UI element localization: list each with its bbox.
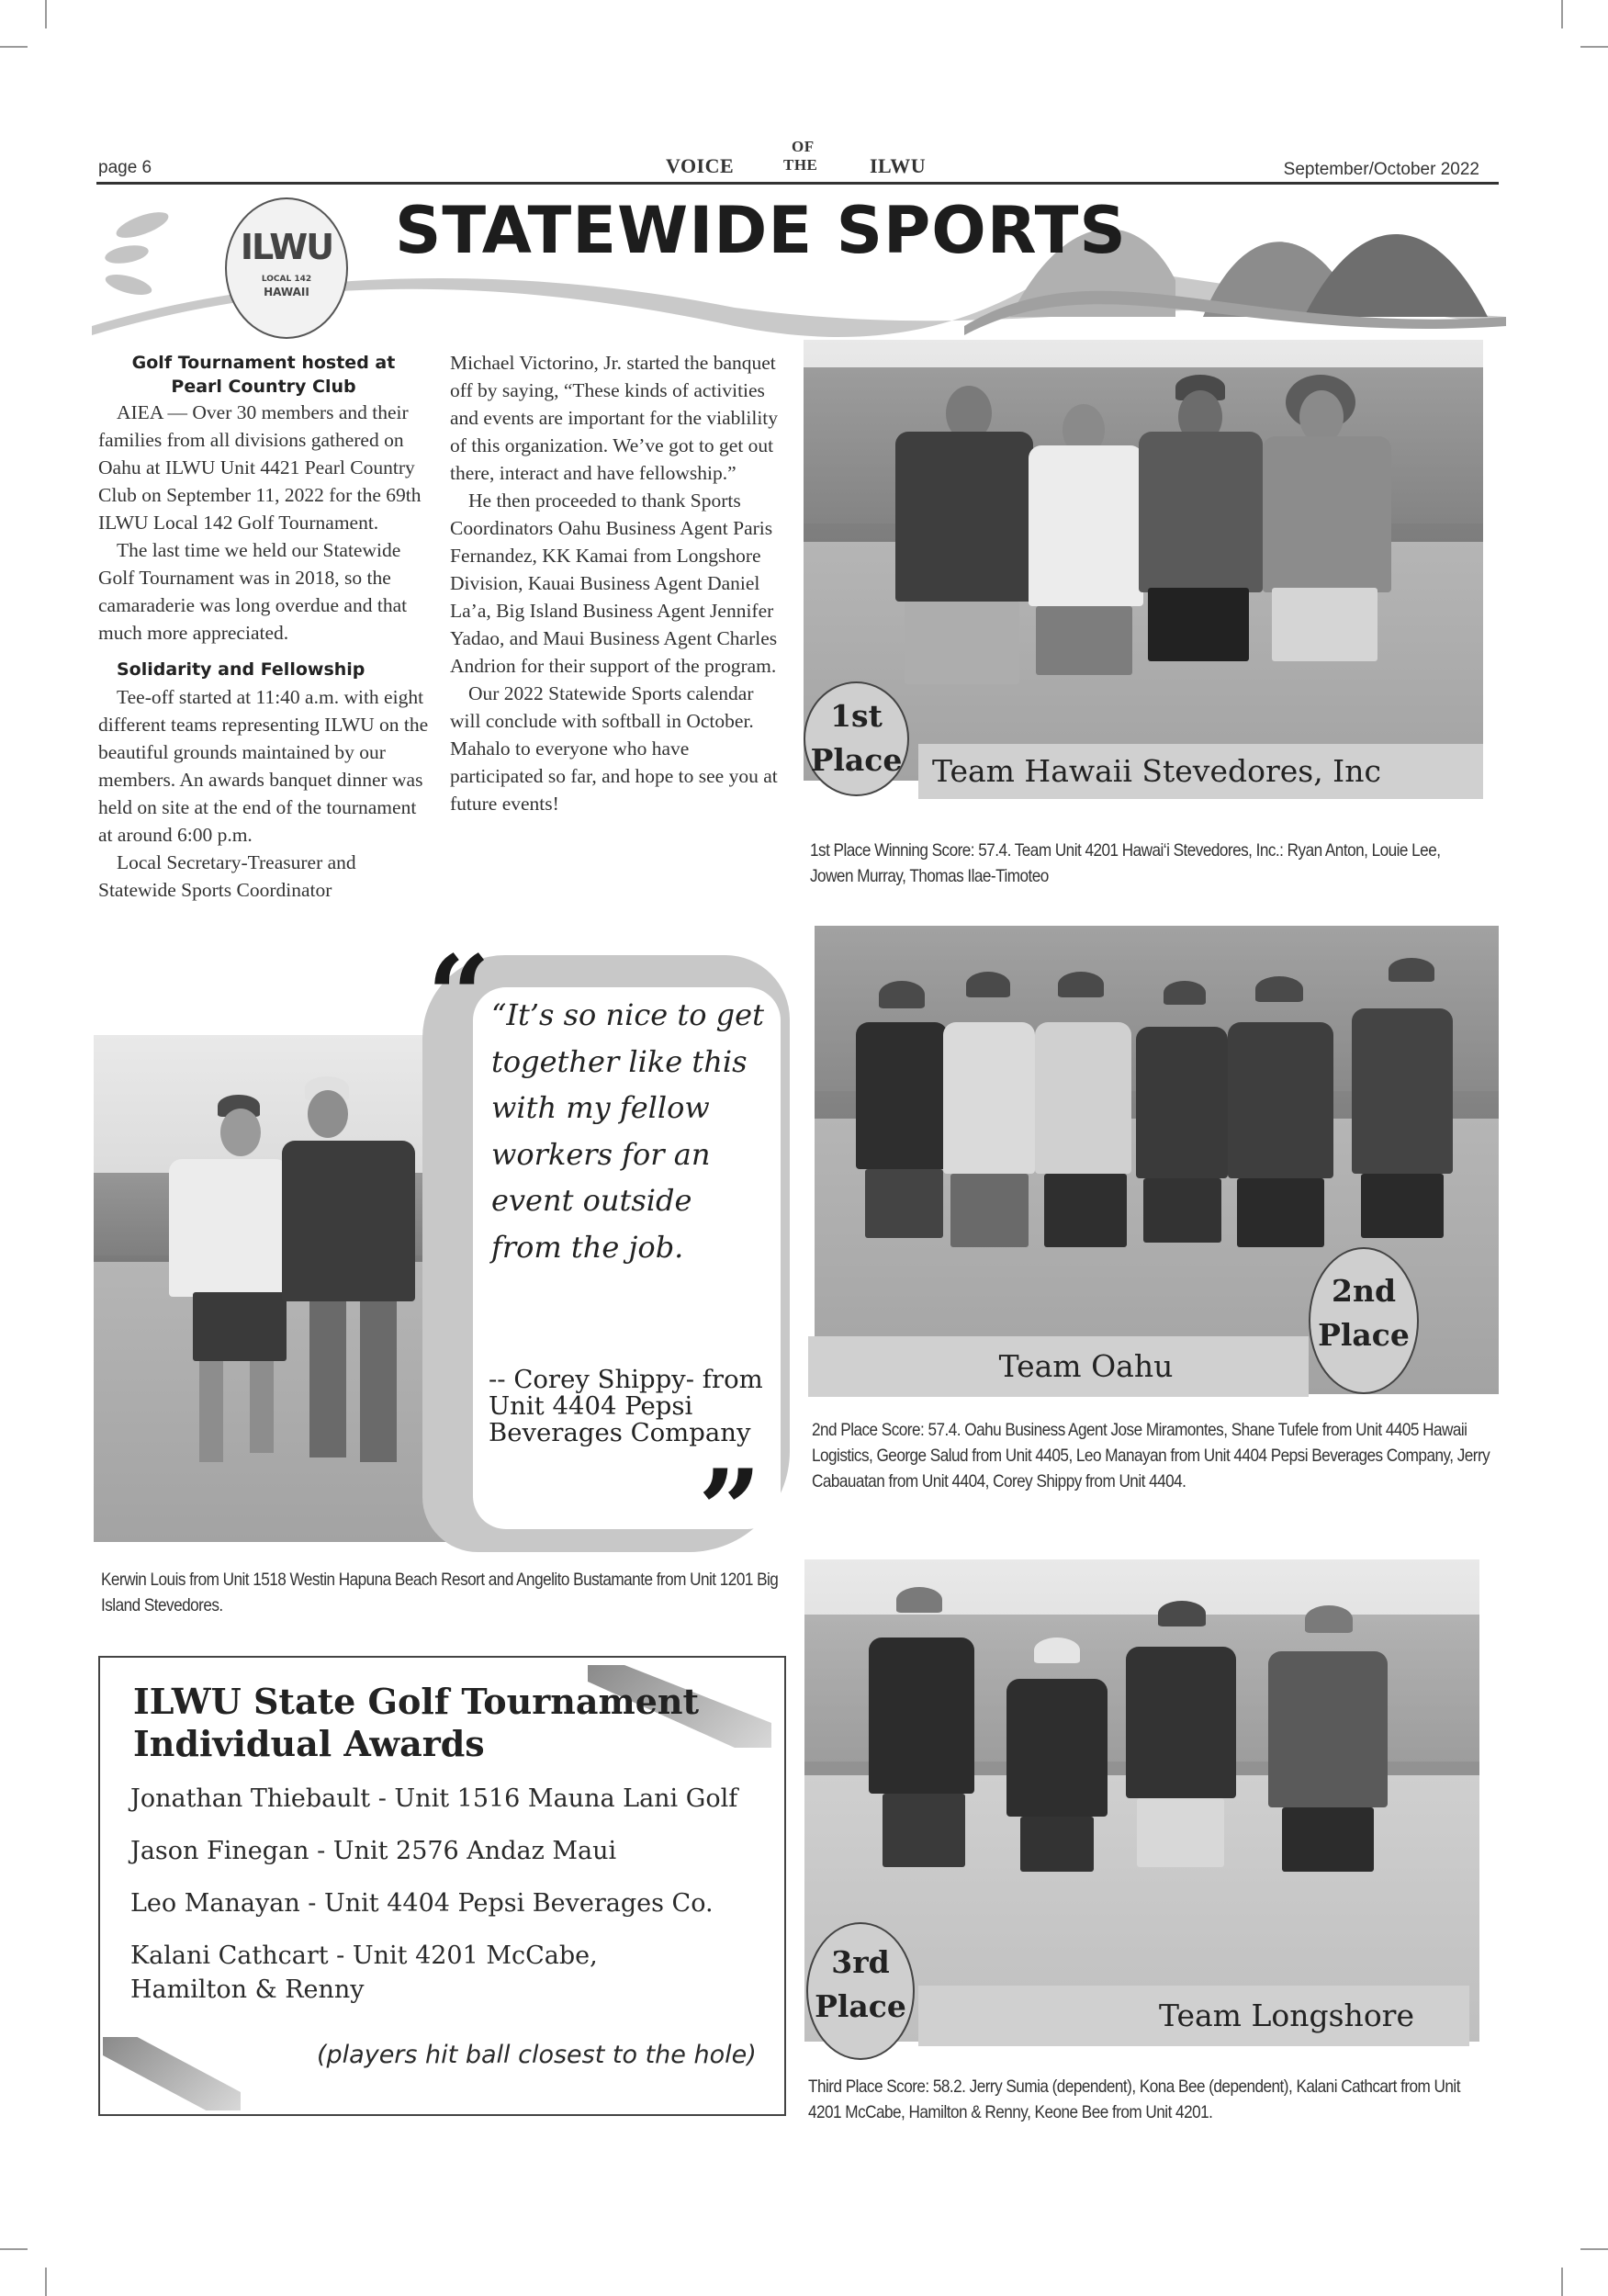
article-paragraph: Local Secretary-Treasurer and Statewide Sports Coordinator [98, 851, 356, 901]
crop-mark [1561, 2268, 1563, 2296]
issue-date: September/October 2022 [1283, 160, 1479, 179]
publication-word: THE [783, 156, 818, 174]
crop-mark [0, 2248, 28, 2250]
photo-caption-second: 2nd Place Score: 57.4. Oahu Business Agent Jose Miramontes, Shane Tufele from Unit 4405 Hawaii Logistics, George Salud from Unit 4405, Leo Manayan from Unit 4404 Pepsi Beverages Company, Jerry Cabauatan from Unit 4404, Corey Shippy from Unit 4404. [812, 1420, 1490, 1491]
badge-rank: 3rd [831, 1944, 890, 1980]
logo-local: LOCAL 142 [261, 275, 312, 284]
badge-label: Place [815, 1988, 906, 2024]
article-paragraph: Michael Victorino, Jr. started the banquet off by saying, “These kinds of activities and events are important for the viablility of this organization. We’ve got to get out there, interact and have fellowship.” [450, 352, 779, 484]
badge-label: Place [810, 742, 903, 778]
photo-caption-third: Third Place Score: 58.2. Jerry Sumia (dependent), Kona Bee (dependent), Kalani Cathcart from Unit 4201 McCabe, Hamilton & Renny, Keone Bee from Unit 4201. [808, 2077, 1460, 2122]
team-ribbon-second: Team Oahu [808, 1336, 1309, 1397]
awards-title [133, 1681, 699, 1765]
photo-caption-left: Kerwin Louis from Unit 1518 Westin Hapuna Beach Resort and Angelito Bustamante from Unit 1201 Big Island Stevedores. [101, 1570, 779, 1615]
headline-line: Golf Tournament hosted at [131, 353, 396, 373]
place-badge-second [1309, 1247, 1419, 1394]
awards-title-line: Individual Awards [133, 1723, 485, 1764]
photo-kerwin-angelito [94, 1035, 456, 1542]
pull-quote-text: “It’s so nice to get together like this with my fellow workers for an event outside from the job. [491, 997, 764, 1265]
article-paragraph: Tee-off started at 11:40 a.m. with eight different teams representing ILWU on the beautiful grounds maintained by our members. An awards banquet dinner was held on site at the end of the tournament at around 6:00 p.m. [98, 686, 429, 846]
article-subhead: Solidarity and Fellowship [117, 659, 365, 680]
masthead-rule [96, 182, 1499, 185]
publication-name [666, 138, 941, 177]
article-paragraph: Our 2022 Statewide Sports calendar will conclude with softball in October. Mahalo to everyone who have participated so far, and hope to see you at future events! [450, 682, 778, 815]
open-quote-icon: “ [427, 931, 491, 1061]
awards-winner: Jonathan Thiebault - Unit 1516 Mauna Lani Golf [130, 1784, 738, 1813]
badge-label: Place [1318, 1317, 1410, 1353]
awards-note: (players hit ball closest to the hole) [317, 2041, 757, 2069]
publication-word: VOICE [666, 154, 735, 177]
crop-mark [1561, 0, 1563, 28]
logo-letters: ILWU [240, 227, 333, 267]
article-headline [98, 351, 429, 399]
awards-winner: Kalani Cathcart - Unit 4201 McCabe, Hamilton & Renny [130, 1941, 598, 2004]
photo-caption-first: 1st Place Winning Score: 57.4. Team Unit 4201 Hawai‘i Stevedores, Inc.: Ryan Anton, Louie Lee, Jowen Murray, Thomas Ilae-Timoteo [810, 840, 1441, 886]
crop-mark [0, 46, 28, 48]
crop-mark [45, 0, 47, 28]
crop-mark [45, 2268, 47, 2296]
awards-title-line: ILWU State Golf Tournament [133, 1681, 700, 1722]
close-quote-icon: ” [698, 1446, 762, 1575]
crop-mark [1580, 46, 1608, 48]
pull-quote-attribution: -- Corey Shippy- from Unit 4404 Pepsi Beverages Company [489, 1365, 763, 1447]
awards-winner: Leo Manayan - Unit 4404 Pepsi Beverages Co. [130, 1889, 714, 1918]
place-badge-first [804, 681, 909, 796]
article-paragraph: AIEA — Over 30 members and their families from all divisions gathered on Oahu at ILWU Unit 4421 Pearl Country Club on September 11, 2022 for the 69th ILWU Local 142 Golf Tournament. [98, 401, 422, 534]
badge-rank: 2nd [1331, 1273, 1397, 1309]
awards-winner: Jason Finegan - Unit 2576 Andaz Maui [130, 1837, 617, 1865]
article-column-2 [450, 349, 785, 817]
team-ribbon-first: Team Hawaii Stevedores, Inc [918, 744, 1483, 799]
crop-mark [1580, 2248, 1608, 2250]
section-title: STATEWIDE SPORTS [395, 193, 1127, 268]
team-ribbon-third: Team Longshore [918, 1986, 1469, 2046]
headline-line: Pearl Country Club [171, 377, 356, 397]
badge-rank: 1st [830, 698, 883, 734]
page-number: page 6 [98, 158, 152, 177]
ilwu-logo [225, 197, 348, 339]
awards-winner-list [130, 1782, 764, 2025]
article-column-1 [98, 351, 429, 904]
publication-word: ILWU [870, 154, 927, 177]
logo-place: HAWAII [264, 286, 309, 298]
article-paragraph: He then proceeded to thank Sports Coordinators Oahu Business Agent Paris Fernandez, KK Kamai from Longshore Division, Kauai Business Agent Daniel La’a, Big Island Business Agent Jennifer Yadao, and Maui Business Agent Charles Andrion for their support of the program. [450, 490, 778, 677]
place-badge-third [806, 1922, 915, 2060]
publication-word: OF [792, 138, 815, 155]
article-paragraph: The last time we held our Statewide Golf Tournament was in 2018, so the camaraderie was long overdue and that much more appreciated. [98, 539, 408, 644]
